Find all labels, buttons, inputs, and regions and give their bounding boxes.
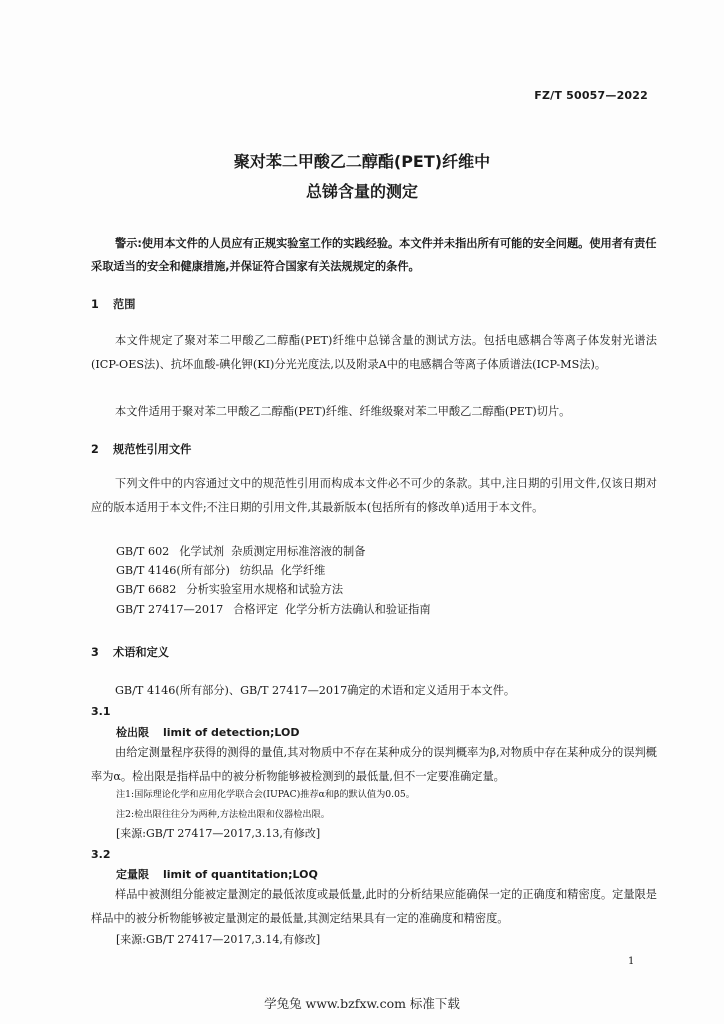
section-title: 范围	[113, 298, 136, 311]
section-title: 规范性引用文件	[113, 443, 192, 456]
term-english: limit of detection;LOD	[163, 726, 300, 739]
term-chinese: 检出限	[116, 726, 149, 739]
reference-item	[116, 602, 441, 618]
reference-title: 化学试剂 杂质测定用标准溶液的制备	[179, 545, 366, 558]
watermark-footer: 学兔兔 www.bzfxw.com 标准下载	[264, 996, 460, 1011]
document-title-line-1: 聚对苯二甲酸乙二醇酯(PET)纤维中	[233, 152, 491, 171]
term-3-1-definition: 由给定测量程序获得的测得的量值,其对物质中不存在某种成分的误判概率为β,对物质中存在某种成分的误判概率为α。检出限是指样品中的被分析物能够被检测到的最低量,但不一定要准确定量。	[91, 746, 657, 783]
scope-paragraph-2: 本文件适用于聚对苯二甲酸乙二醇酯(PET)纤维、纤维级聚对苯二甲酸乙二醇酯(PET)切片。	[115, 405, 571, 418]
section-3-heading	[91, 645, 169, 661]
term-3-1-note-1: 注1:国际理论化学和应用化学联合会(IUPAC)推荐α和β的默认值为0.05。	[116, 789, 415, 800]
term-3-1-source: [来源:GB/T 27417—2017,3.13,有修改]	[116, 827, 321, 840]
reference-code: GB/T 4146(所有部分)	[116, 564, 230, 577]
term-3-1-title	[116, 725, 300, 741]
document-title-line-2: 总锑含量的测定	[305, 182, 418, 201]
term-3-2-title	[116, 867, 318, 883]
section-2-heading	[91, 442, 191, 458]
reference-item	[116, 582, 353, 598]
page-number: 1	[628, 956, 635, 967]
term-3-2-number: 3.2	[91, 848, 111, 861]
term-3-1-number: 3.1	[91, 705, 111, 718]
section-1-heading	[91, 297, 135, 313]
term-english: limit of quantitation;LOQ	[163, 868, 318, 881]
normative-references-paragraph: 下列文件中的内容通过文中的规范性引用而构成本文件必不可少的条款。其中,注日期的引用文件,仅该日期对应的版本适用于本文件;不注日期的引用文件,其最新版本(包括所有的修改单)适用于本文件。	[91, 477, 657, 514]
section-title: 术语和定义	[113, 646, 169, 659]
reference-title: 纺织品 化学纤维	[239, 564, 326, 577]
section-number: 1	[91, 298, 99, 311]
reference-code: GB/T 6682	[116, 583, 177, 596]
term-3-1-note-2: 注2:检出限往往分为两种,方法检出限和仪器检出限。	[116, 809, 330, 820]
reference-item	[116, 544, 375, 560]
term-3-2-definition: 样品中被测组分能被定量测定的最低浓度或最低量,此时的分析结果应能确保一定的正确度和精密度。定量限是样品中的被分析物能够被定量测定的最低量,其测定结果具有一定的准确度和精密度。	[91, 888, 657, 925]
reference-item	[116, 563, 335, 579]
reference-title: 分析实验室用水规格和试验方法	[186, 583, 344, 596]
section-number: 2	[91, 443, 99, 456]
safety-warning: 警示:使用本文件的人员应有正规实验室工作的实践经验。本文件并未指出所有可能的安全问题。使用者有责任采取适当的安全和健康措施,并保证符合国家有关法规规定的条件。	[91, 237, 657, 273]
terms-intro-paragraph: GB/T 4146(所有部分)、GB/T 27417—2017确定的术语和定义适用于本文件。	[115, 684, 516, 697]
standard-number: FZ/T 50057—2022	[534, 89, 648, 102]
term-3-2-source: [来源:GB/T 27417—2017,3.14,有修改]	[116, 933, 321, 946]
reference-title: 合格评定 化学分析方法确认和验证指南	[233, 603, 431, 616]
section-number: 3	[91, 646, 99, 659]
term-chinese: 定量限	[116, 868, 149, 881]
reference-code: GB/T 27417—2017	[116, 603, 224, 616]
scope-paragraph-1: 本文件规定了聚对苯二甲酸乙二醇酯(PET)纤维中总锑含量的测试方法。包括电感耦合等离子体发射光谱法(ICP-OES法)、抗坏血酸-碘化钾(KI)分光光度法,以及附录A中的电感耦合等离子体质谱法(ICP-MS法)。	[91, 334, 657, 371]
reference-code: GB/T 602	[116, 545, 170, 558]
